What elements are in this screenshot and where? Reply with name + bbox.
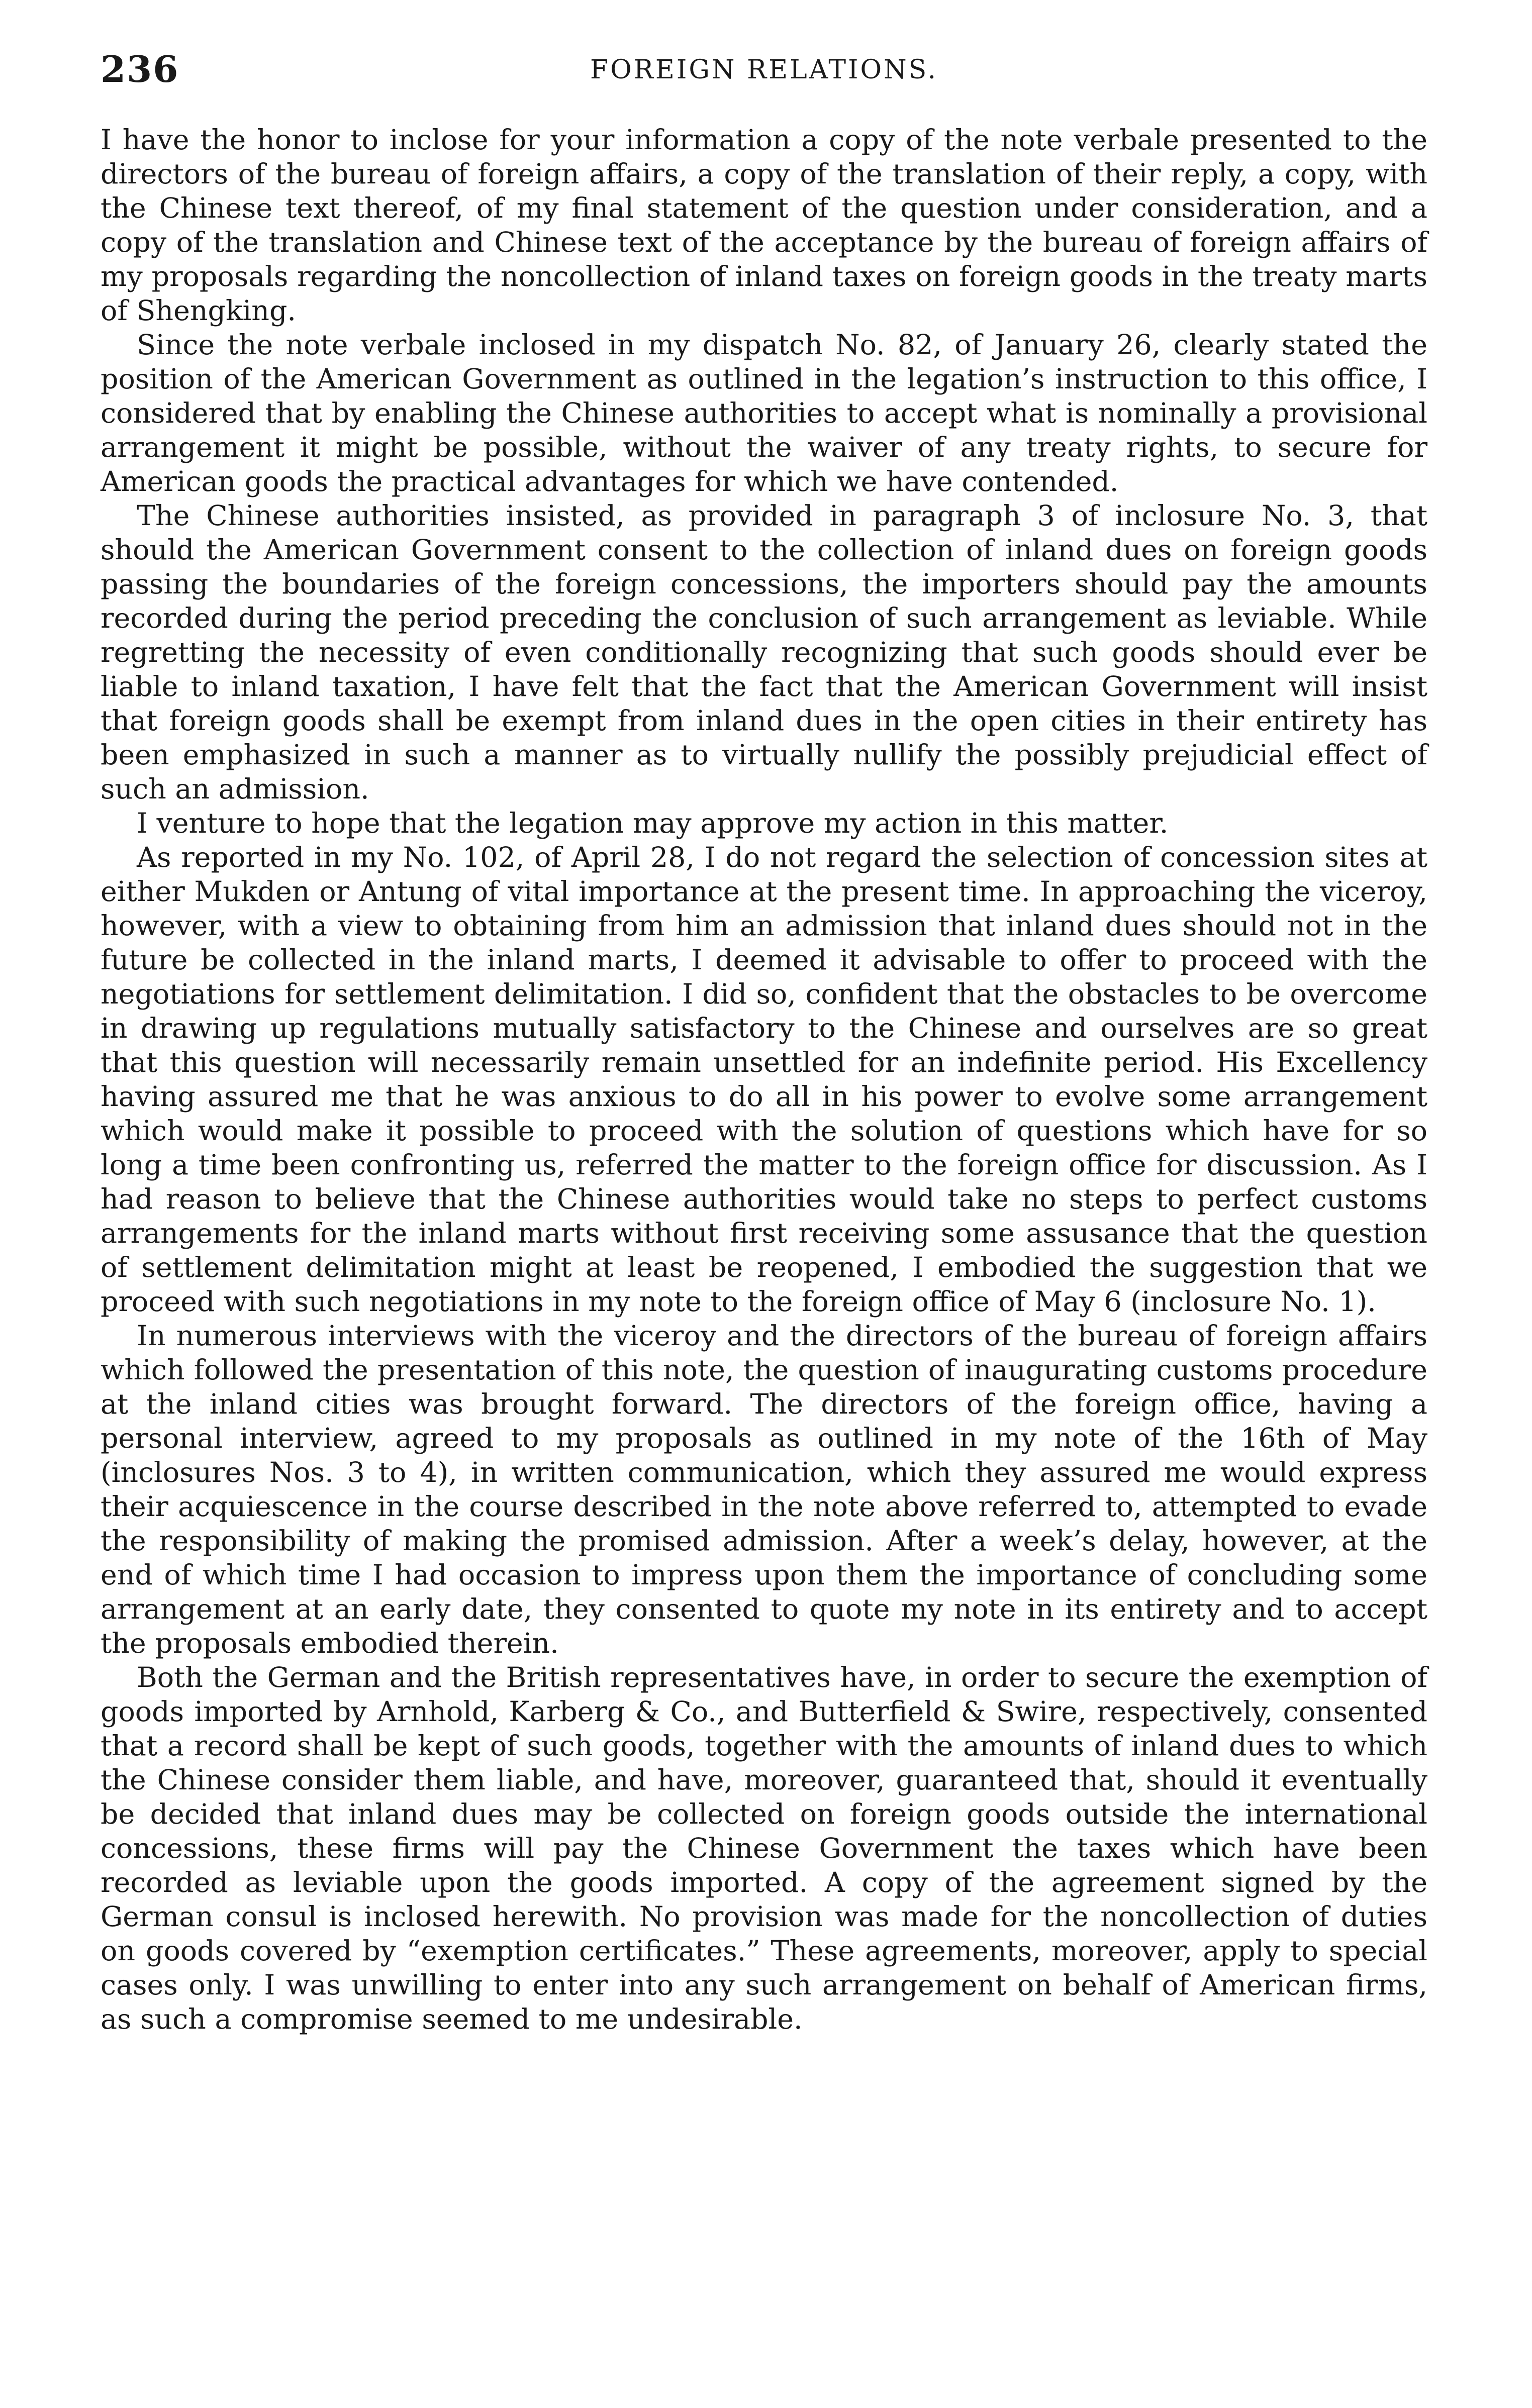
paragraph-note-verbale: Since the note verbale inclosed in my dispatch No. 82, of January 26, clearly stated the position of the American Government as outlined in the legation’s instruction to this office, I considered that by enabling the Chinese authorities to accept what is nominally a provisional arrangement it might be possible, without the waiver of any treaty rights, to secure for American goods the practical advantages for which we have contended. <box>101 329 1427 498</box>
paragraph-chinese-authorities: The Chinese authorities insisted, as provided in paragraph 3 of inclosure No. 3, that should the American Government consent to the collection of inland dues on foreign goods passing the boundaries of the foreign concessions, the importers should pay the amounts recorded during the period preceding the conclusion of such arrangement as leviable. While regretting the necessity of even conditionally recognizing that such goods should ever be liable to inland taxation, I have felt that the fact that the American Government will insist that foreign goods shall be exempt from inland dues in the open cities in their entirety has been emphasized in such a manner as to virtually nullify the possibly prejudicial effect of such an admission. <box>101 500 1427 806</box>
paragraph-inclosures: I have the honor to inclose for your information a copy of the note verbale presented to the directors of the bureau of foreign affairs, a copy of the translation of their reply, a copy, with the Chinese text thereof, of my final statement of the question under consideration, and a copy of the translation and Chinese text of the acceptance by the bureau of foreign affairs of my proposals regarding the noncollection of inland taxes on foreign goods in the treaty marts of Shengking. <box>101 124 1427 327</box>
paragraph-german-british: Both the German and the British representatives have, in order to secure the exemption of goods imported by Arnhold, Karberg & Co., and Butterfield & Swire, respectively, consented that a record shall be kept of such goods, together with the amounts of inland dues to which the Chinese consider them liable, and have, moreover, guaranteed that, should it eventually be decided that inland dues may be collected on foreign goods outside the international concessions, these firms will pay the Chinese Government the taxes which have been recorded as leviable upon the goods imported. A copy of the agreement signed by the German consul is inclosed herewith. No provision was made for the noncollection of duties on goods covered by “exemption certificates.” These agreements, moreover, apply to special cases only. I was unwilling to enter into any such arrangement on behalf of American firms, as such a compromise seemed to me undesirable. <box>101 1662 1427 2036</box>
paragraph-approval: I venture to hope that the legation may approve my action in this matter. <box>137 808 1169 840</box>
paragraph-concession-sites: As reported in my No. 102, of April 28, I do not regard the selection of concession sites at either Mukden or Antung of vital importance at the present time. In approaching the viceroy, however, with a view to obtaining from him an admission that inland dues should not in the future be collected in the inland marts, I deemed it advisable to offer to proceed with the negotiations for settlement delimitation. I did so, confident that the obstacles to be overcome in drawing up regulations mutually satisfactory to the Chinese and ourselves are so great that this question will necessarily remain unsettled for an indefinite period. His Excellency having assured me that he was anxious to do all in his power to evolve some arrangement which would make it possible to proceed with the solution of questions which have for so long a time been confronting us, referred the matter to the foreign office for discussion. As I had reason to believe that the Chinese authorities would take no steps to perfect customs arrangements for the inland marts without first receiving some assusance that the question of settlement delimitation might at least be reopened, I embodied the suggestion that we proceed with such negotiations in my note to the foreign office of May 6 (inclosure No. 1). <box>101 842 1427 1318</box>
document-page <box>101 48 1427 2037</box>
page-header <box>101 48 1427 123</box>
paragraph-interviews: In numerous interviews with the viceroy and the directors of the bureau of foreign affairs which followed the presentation of this note, the question of inaugurating customs procedure at the inland cities was brought forward. The directors of the foreign office, having a personal interview, agreed to my proposals as outlined in my note of the 16th of May (inclosures Nos. 3 to 4), in written communication, which they assured me would express their acquiescence in the course described in the note above referred to, attempted to evade the responsibility of making the promised admission. After a week’s delay, however, at the end of which time I had occasion to impress upon them the importance of concluding some arrangement at an early date, they consented to quote my note in its entirety and to accept the proposals embodied therein. <box>101 1320 1427 1660</box>
body-text <box>101 123 1427 2037</box>
page-number: 236 <box>101 48 179 90</box>
running-head: FOREIGN RELATIONS. <box>590 55 938 85</box>
